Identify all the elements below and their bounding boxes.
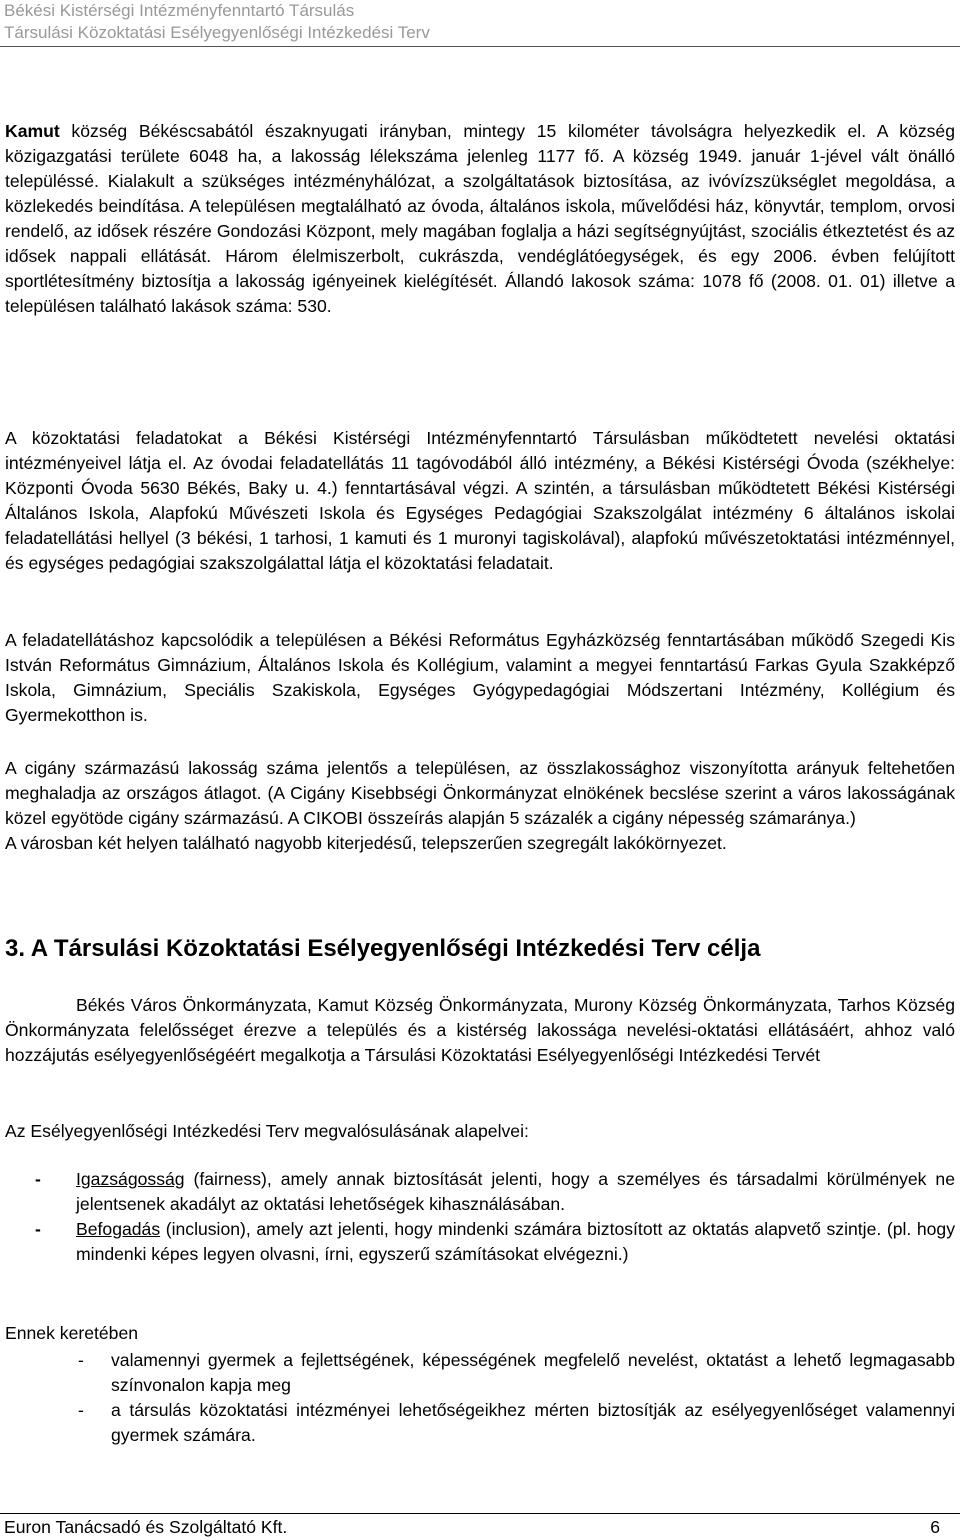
running-header xyxy=(4,0,430,44)
principles-list xyxy=(5,1167,955,1267)
list-item xyxy=(5,1348,955,1398)
section-heading xyxy=(5,934,955,964)
paragraph-education-tasks xyxy=(5,426,955,576)
principle-term: Igazságosság xyxy=(76,1169,185,1189)
paragraph-related-institutions xyxy=(5,628,955,728)
section-title: 3. A Társulási Közoktatási Esélyegyenlőségi Intézkedési Terv célja xyxy=(5,935,761,962)
list-dash: - xyxy=(78,1400,84,1420)
principle-term: Befogadás xyxy=(76,1219,161,1239)
list-item xyxy=(5,1167,955,1217)
page-number: 6 xyxy=(930,1517,940,1537)
footer-company: Euron Tanácsadó és Szolgáltató Kft. xyxy=(4,1517,288,1537)
paragraph-municipalities-text: Békés Város Önkormányzata, Kamut Község Önkormányzata, Murony Község Önkormányzata, Tarhos Község Önkormányzata felelősséget érezve a település és a kistérség lakossága nevelési-oktatási ellátásáért, ahhoz való hozzájutás esélyegyenlőségéért megalkotja a Társulási Közoktatási Esélyegyenlőségi Intézkedési Tervét xyxy=(5,995,955,1065)
list-item xyxy=(5,1398,955,1448)
paragraph-roma-population-text: A cigány származású lakosság száma jelentős a településen, az összlakossághoz viszonyította arányuk feltehetően meghaladja az országos átlagot. (A Cigány Kisebbségi Önkormányzat elnökének becslése szerint a város lakosságának közel egyötöde cigány származású. A CIKOBI összeírás alapján 5 százalék a cigány népesség számaránya.) xyxy=(5,758,955,828)
paragraph-segregated-areas-text: A városban két helyen található nagyobb kiterjedésű, telepszerűen szegregált lakókörnyezet. xyxy=(5,833,727,853)
paragraph-related-institutions-text: A feladatellátáshoz kapcsolódik a településen a Békési Református Egyházközség fenntartásában működő Szegedi Kis István Református Gimnázium, Általános Iskola és Kollégium, valamint a megyei fenntartású Farkas Gyula Szakképző Iskola, Gimnázium, Speciális Szakiskola, Egységes Gyógypedagógiai Módszertani Intézmény, Kollégium és Gyermekotthon is. xyxy=(5,630,955,725)
header-rule xyxy=(0,46,960,47)
paragraph-municipalities xyxy=(5,993,955,1068)
page-footer xyxy=(4,1516,940,1538)
header-document-title: Társulási Közoktatási Esélyegyenlőségi Intézkedési Terv xyxy=(4,23,430,42)
principle-description: (fairness), amely annak biztosítását jelenti, hogy a személyes és társadalmi körülmények ne jelentsenek akadályt az oktatási lehetőségek kihasználásában. xyxy=(76,1169,955,1214)
footer-rule xyxy=(0,1513,960,1514)
paragraph-principles-intro-text: Az Esélyegyenlőségi Intézkedési Terv megvalósulásának alapelvei: xyxy=(5,1121,529,1141)
paragraph-principles-intro xyxy=(5,1119,955,1144)
list-item xyxy=(5,1217,955,1267)
paragraph-education-tasks-text: A közoktatási feladatokat a Békési Kistérségi Intézményfenntartó Társulásban működtetett nevelési oktatási intézményeivel látja el. Az óvodai feladatellátás 11 tagóvodából álló intézmény, a Békési Kistérségi Óvoda (székhelye: Központi Óvoda 5630 Békés, Baky u. 4.) fenntartásával végzi. A szintén, a társulásban működtetett Békési Kistérségi Általános Iskola, Alapfokú Művészeti Iskola és Egységes Pedagógiai Szakszolgálat intézmény 6 általános iskolai feladatellátási hellyel (3 békési, 1 tarhosi, 1 kamuti és 1 muronyi tagiskolával), alapfokú művészetoktatási intézménnyel, és egységes pedagógiai szakszolgálattal látja el közoktatási feladatait. xyxy=(5,428,955,573)
list-dash: - xyxy=(78,1350,84,1370)
principle-description: (inclusion), amely azt jelenti, hogy mindenki számára biztosított az oktatás alapvető szintje. (pl. hogy mindenki képes legyen olvasni, írni, egyszerű számításokat elvégezni.) xyxy=(76,1219,955,1264)
header-organization: Békési Kistérségi Intézményfenntartó Társulás xyxy=(4,1,355,20)
goal-text: a társulás közoktatási intézményei lehetőségeikhez mérten biztosítják az esélyegyenlőséget valamennyi gyermek számára. xyxy=(111,1400,955,1445)
paragraph-kamut-text: község Békéscsabától északnyugati irányban, mintegy 15 kilométer távolságra helyezkedik el. A község közigazgatási területe 6048 ha, a lakosság lélekszáma jelenleg 1177 fő. A község 1949. január 1-jével vált önálló településsé. Kialakult a szükséges intézményhálózat, a szolgáltatások biztosítása, az ivóvízszükséglet megoldása, a közlekedés beindítása. A településen megtalálható az óvoda, általános iskola, művelődési ház, könyvtár, templom, orvosi rendelő, az idősek részére Gondozási Központ, mely magában foglalja a házi segítségnyújtást, szociális étkeztetést és az idősek nappali ellátását. Három élelmiszerbolt, cukrászda, vendéglátóegységek, és egy 2006. évben felújított sportlétesítmény biztosítja a lakosság igényeinek kielégítését. Állandó lakosok száma: 1078 fő (2008. 01. 01) illetve a településen található lakások száma: 530. xyxy=(5,121,955,316)
goal-text: valamennyi gyermek a fejlettségének, képességének megfelelő nevelést, oktatást a lehető legmagasabb színvonalon kapja meg xyxy=(111,1350,955,1395)
goals-list xyxy=(5,1348,955,1448)
paragraph-framework-intro xyxy=(5,1321,955,1346)
paragraph-kamut-lead: Kamut xyxy=(5,121,60,141)
paragraph-roma-population xyxy=(5,756,955,856)
paragraph-kamut xyxy=(5,119,955,319)
list-dash: - xyxy=(35,1219,41,1239)
list-dash: - xyxy=(35,1169,41,1189)
paragraph-framework-intro-text: Ennek keretében xyxy=(5,1323,139,1343)
